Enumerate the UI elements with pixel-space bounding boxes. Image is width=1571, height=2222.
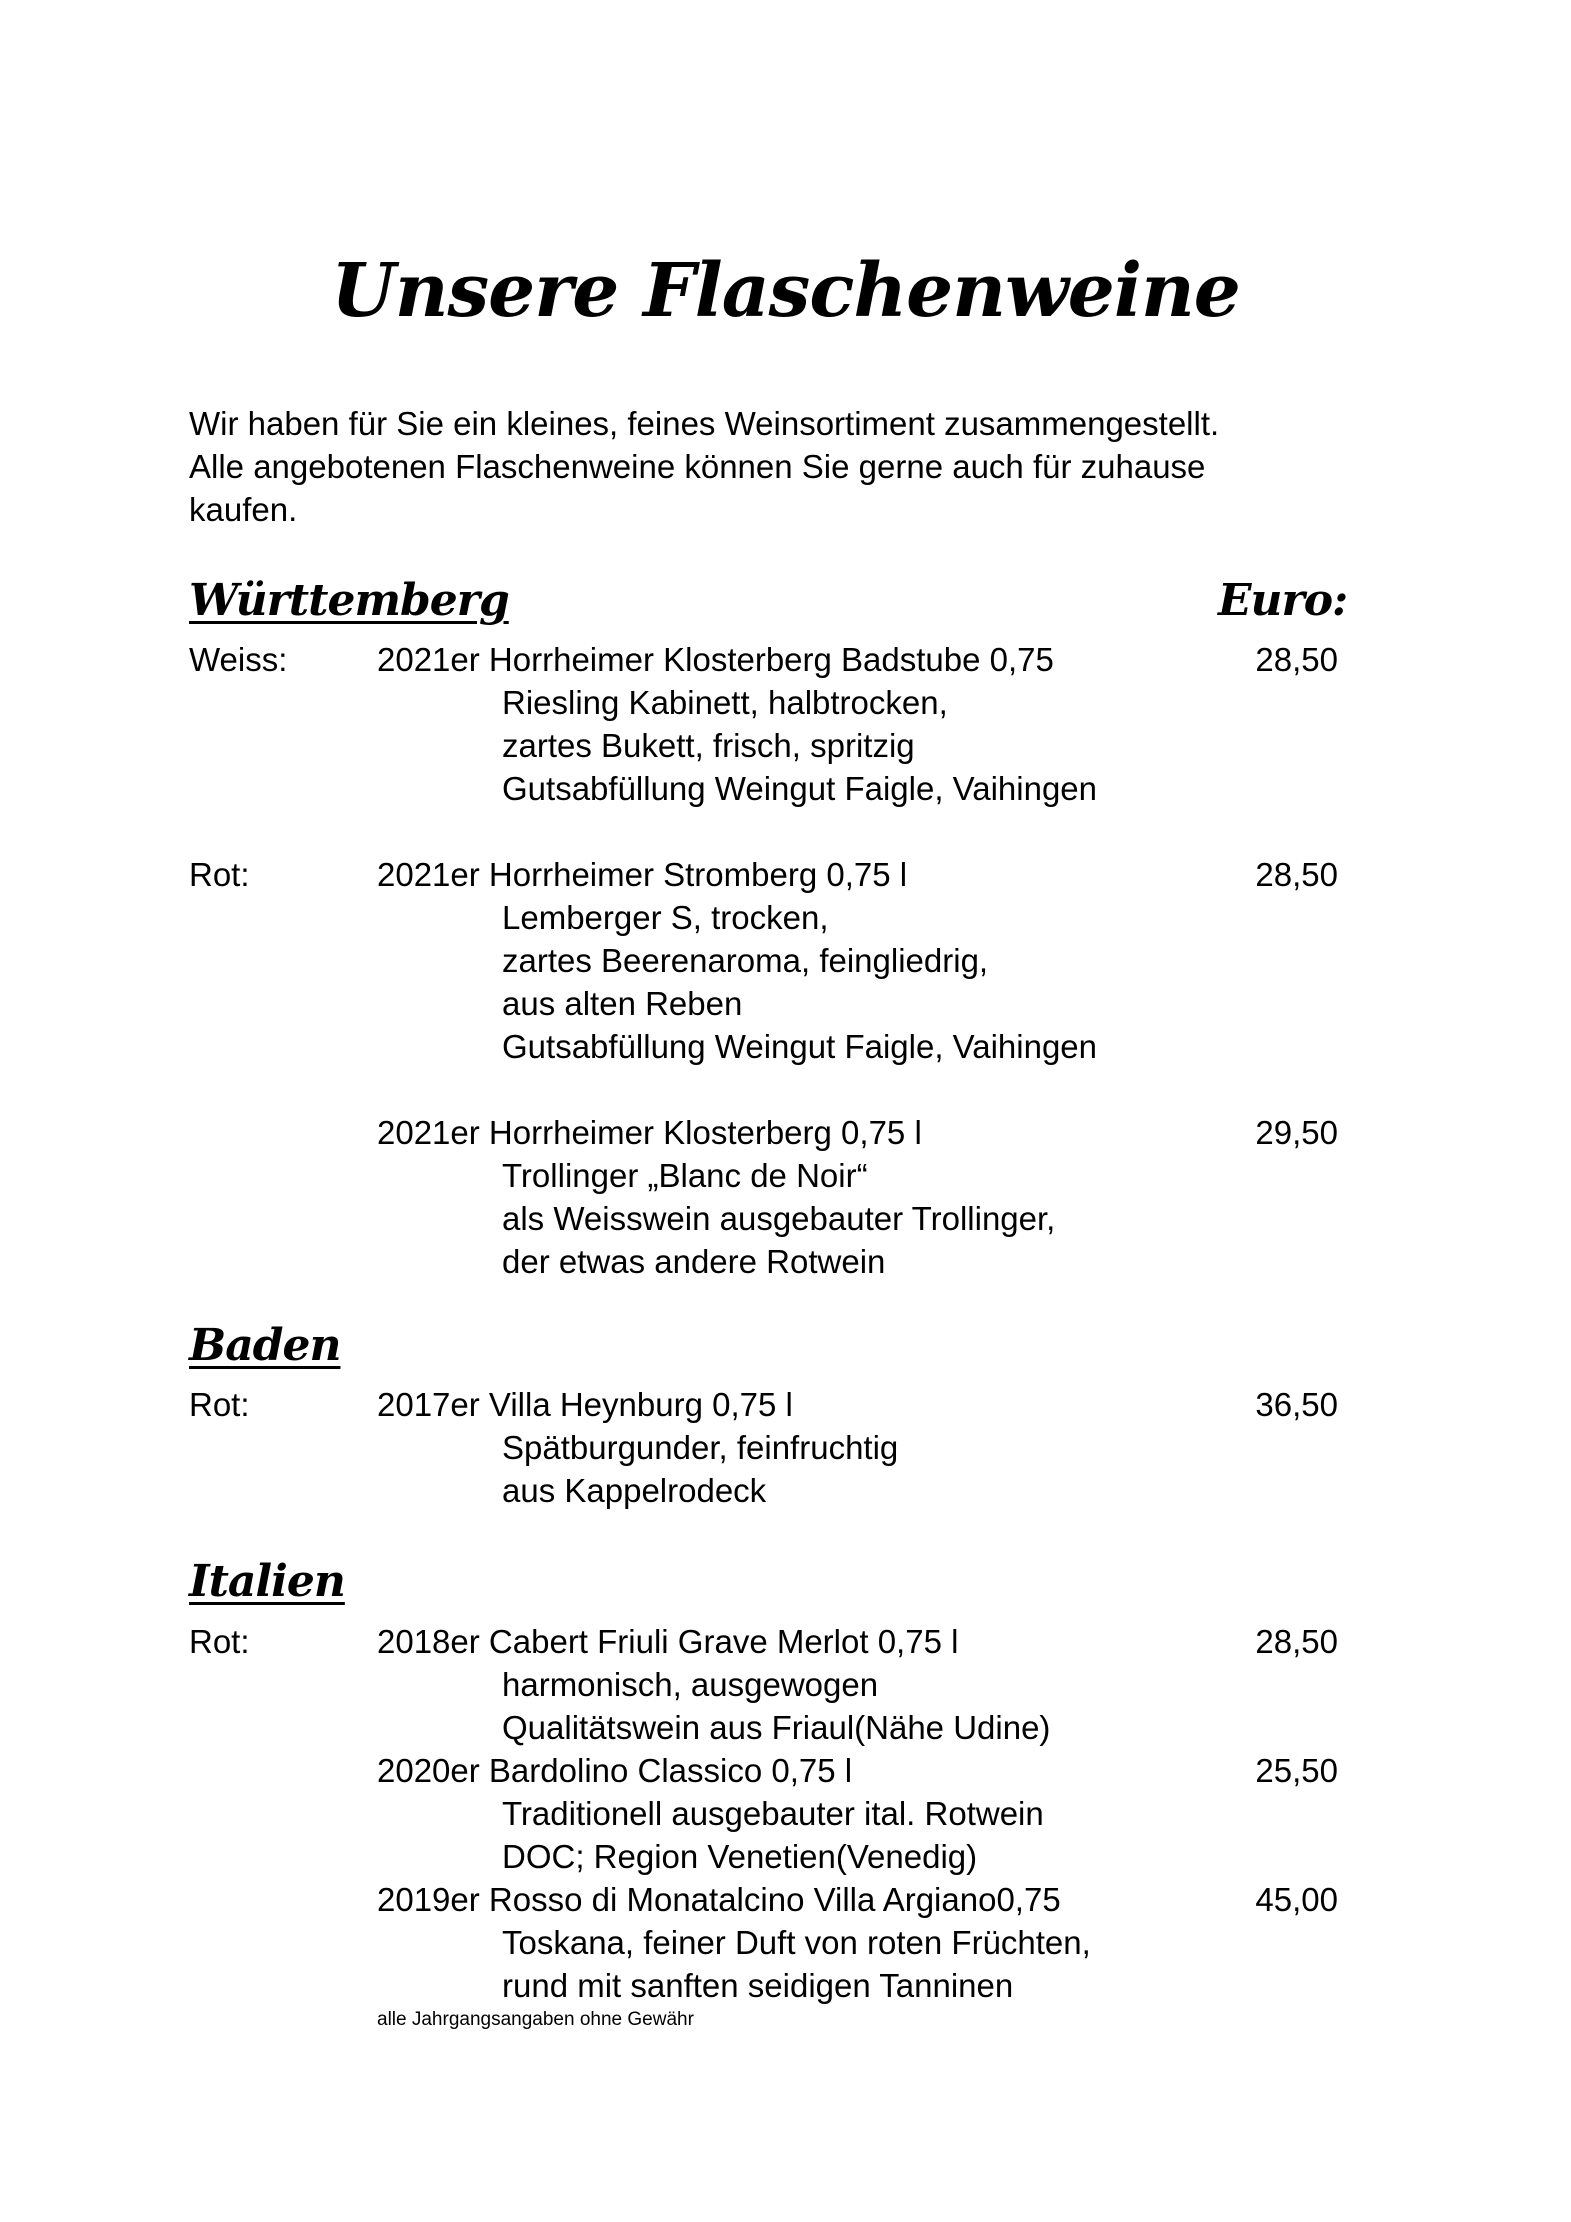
wine-name: 2021er Horrheimer Klosterberg 0,75 l [377,1114,922,1151]
intro-text [189,402,1419,531]
wine-detail: zartes Bukett, frisch, spritzig [502,727,915,764]
wine-detail: Toskana, feiner Duft von roten Früchten, [502,1924,1091,1961]
wine-detail: aus Kappelrodeck [502,1472,767,1509]
wine-name: 2017er Villa Heynburg 0,75 l [377,1386,793,1423]
wine-detail: Qualitätswein aus Friaul(Nähe Udine) [502,1709,1051,1746]
section-heading-wuerttemberg: Württemberg [189,575,509,626]
wine-category-label: Weiss: [189,641,288,678]
intro-line: Alle angebotenen Flaschenweine können Sie gerne auch für zuhause [189,448,1206,485]
wine-name: 2019er Rosso di Monatalcino Villa Argiano0,75 [377,1881,1061,1918]
wine-detail: harmonisch, ausgewogen [502,1666,879,1703]
wine-name: 2018er Cabert Friuli Grave Merlot 0,75 l [377,1623,959,1660]
wine-price: 25,50 [1255,1752,1338,1789]
currency-header: Euro: [1218,575,1348,626]
footnote: alle Jahrgangsangaben ohne Gewähr [377,2009,694,2030]
page-title: Unsere Flaschenweine [331,248,1240,334]
wine-price: 28,50 [1255,856,1338,893]
wine-price: 28,50 [1255,1623,1338,1660]
wine-price: 36,50 [1255,1386,1338,1423]
intro-line: kaufen. [189,491,298,528]
wine-detail: Riesling Kabinett, halbtrocken, [502,684,948,721]
section-heading-baden: Baden [189,1320,341,1371]
wine-detail: rund mit sanften seidigen Tanninen [502,1967,1014,2004]
wine-detail: als Weisswein ausgebauter Trollinger, [502,1200,1056,1237]
wine-category-label: Rot: [189,1386,250,1423]
intro-line: Wir haben für Sie ein kleines, feines Weinsortiment zusammengestellt. [189,405,1220,442]
wine-detail: Traditionell ausgebauter ital. Rotwein [502,1795,1044,1832]
wine-detail: zartes Beerenaroma, feingliedrig, [502,942,989,979]
wine-detail: der etwas andere Rotwein [502,1243,886,1280]
wine-price: 29,50 [1255,1114,1338,1151]
wine-name: 2021er Horrheimer Stromberg 0,75 l [377,856,908,893]
wine-detail: Spätburgunder, feinfruchtig [502,1429,899,1466]
wine-detail: DOC; Region Venetien(Venedig) [502,1838,978,1875]
wine-name: 2021er Horrheimer Klosterberg Badstube 0,75 [377,641,1054,678]
wine-detail: aus alten Reben [502,985,743,1022]
wine-category-label: Rot: [189,856,250,893]
wine-name: 2020er Bardolino Classico 0,75 l [377,1752,853,1789]
wine-detail: Gutsabfüllung Weingut Faigle, Vaihingen [502,1028,1097,1065]
wine-detail: Lemberger S, trocken, [502,899,829,936]
wine-category-label: Rot: [189,1623,250,1660]
wine-price: 45,00 [1255,1881,1338,1918]
section-heading-italien: Italien [189,1556,345,1607]
wine-detail: Gutsabfüllung Weingut Faigle, Vaihingen [502,770,1097,807]
wine-price: 28,50 [1255,641,1338,678]
wine-detail: Trollinger „Blanc de Noir“ [502,1157,868,1194]
